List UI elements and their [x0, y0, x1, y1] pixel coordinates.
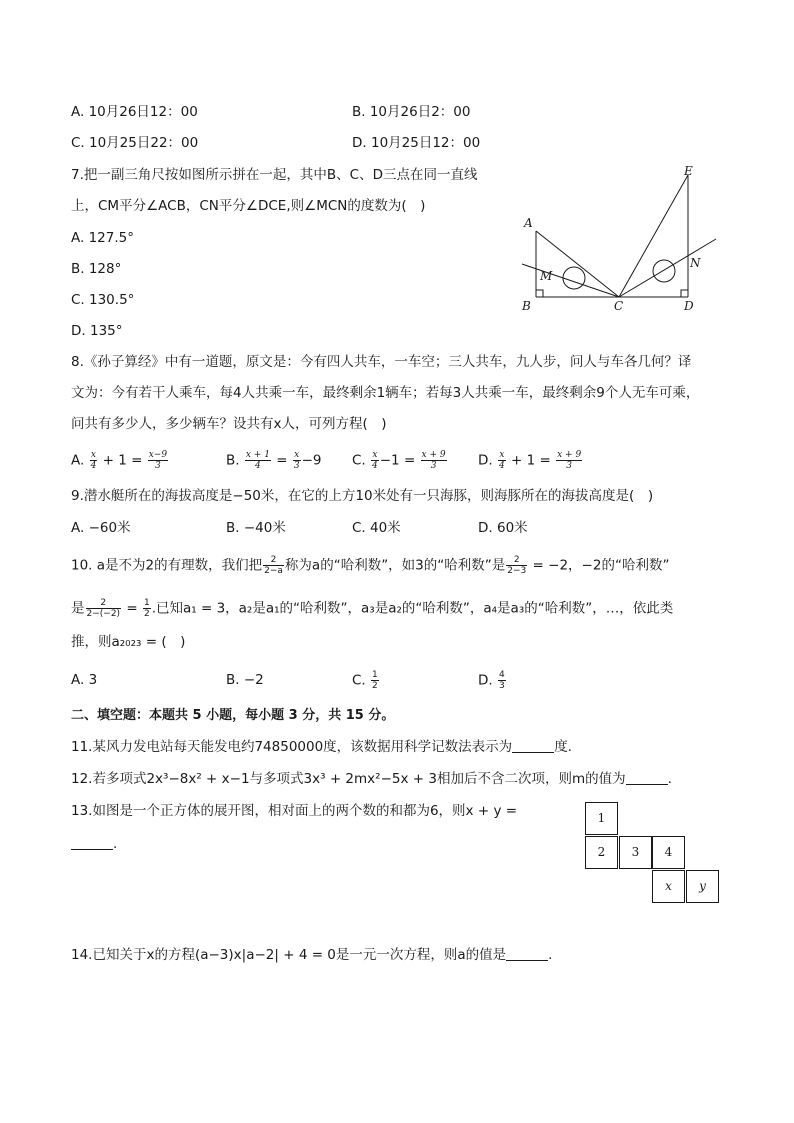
q6-option-b: B. 10月26日2：00: [352, 104, 471, 120]
label-a: A: [524, 216, 533, 230]
q13-stem-line1: 13.如图是一个正方体的展开图，相对面上的两个数的和都为6，则x + y =: [71, 803, 518, 819]
circle-right: [653, 260, 675, 282]
q10-option-b: B. −2: [226, 672, 264, 688]
q10-stem-line2: 是 $\frac{2}{2-(-2)}$ = $\frac{1}{2}$ .已知a₁ = 3，a₂是a₁的“哈利数”，a₃是a₂的“哈利数”，a₄是a₃的“哈利数”，…，依此类: [71, 598, 674, 619]
label-d: D: [684, 299, 694, 313]
q13-cube-net: [585, 802, 720, 904]
q6-option-a: A. 10月26日12：00: [71, 104, 198, 120]
circle-left: [563, 267, 585, 289]
line-ec: [619, 175, 688, 297]
q8-option-d: D. $\frac{x}{4}$ + 1 = $\frac{x + 9}{3}$: [478, 450, 582, 471]
label-b: B: [522, 299, 531, 313]
ray-cm: [522, 264, 619, 297]
q10-option-c: C. $\frac{1}{2}$: [352, 670, 378, 691]
q7-stem-line2: 上，CM平分∠ACB，CN平分∠DCE,则∠MCN的度数为( ): [71, 198, 426, 214]
q7-stem-line1: 7.把一副三角尺按如图所示拼在一起，其中B、C、D三点在同一直线: [71, 167, 478, 183]
q14-stem: 14.已知关于x的方程(a−3)x|a−2| + 4 = 0是一元一次方程，则a的值是 .: [71, 947, 553, 963]
q10-option-d: D. $\frac{4}{3}$: [478, 670, 505, 691]
q7-option-d: D. 135°: [71, 323, 123, 339]
net-cell-x: x: [652, 870, 685, 903]
q10-option-a: A. 3: [71, 672, 98, 688]
q9-stem: 9.潜水艇所在的海拔高度是−50米，在它的上方10米处有一只海豚，则海豚所在的海拔高度是( ): [71, 488, 654, 504]
label-c: C: [614, 299, 624, 313]
label-m: M: [540, 269, 553, 283]
line-ac: [536, 231, 619, 297]
q8-option-c: C. $\frac{x}{4}$ −1 = $\frac{x + 9}{3}$: [352, 450, 446, 471]
ray-cn: [619, 239, 716, 297]
q13-stem-line2: .: [71, 834, 117, 854]
label-n: N: [690, 256, 701, 270]
q8-option-b: B. $\frac{x + 1}{4}$ = $\frac{x}{3}$ −9: [226, 450, 322, 471]
q7-option-b: B. 128°: [71, 261, 122, 277]
q7-option-c: C. 130.5°: [71, 292, 135, 308]
label-e: E: [684, 164, 693, 178]
net-cell-1: 1: [585, 802, 618, 835]
q9-option-d: D. 60米: [478, 520, 528, 536]
q8-stem-line2: 文为：今有若干人乘车，每4人共乘一车，最终剩余1辆车；若每3人共乘一车，最终剩余9个人无车可乘，: [71, 385, 700, 401]
net-cell-2: 2: [585, 836, 618, 869]
q7-triangle-figure: [518, 163, 718, 313]
q13-answer-blank: [71, 835, 113, 850]
net-cell-4: 4: [652, 836, 685, 869]
right-angle-d: [681, 290, 688, 297]
q6-option-c: C. 10月25日22：00: [71, 135, 199, 151]
section-fill-in-blank-title: 二、填空题：本题共 5 小题，每小题 3 分，共 15 分。: [71, 708, 395, 723]
q9-option-c: C. 40米: [352, 520, 401, 536]
net-cell-3: 3: [619, 836, 652, 869]
q10-stem-line1: 10. a是不为2的有理数，我们把 $\frac{2}{2-a}$ 称为a的“哈利数”，如3的“哈利数”是 $\frac{2}{2-3}$ = −2，−2的“哈利数”: [71, 555, 670, 576]
q8-option-a: A. $\frac{x}{4}$ + 1 = $\frac{x-9}{3}$: [71, 450, 168, 471]
q10-stem-line3: 推，则a₂₀₂₃ = ( ): [71, 634, 186, 650]
q7-option-a: A. 127.5°: [71, 230, 134, 246]
q9-option-b: B. −40米: [226, 520, 286, 536]
net-cell-y: y: [686, 870, 719, 903]
q6-option-d: D. 10月25日12：00: [352, 135, 481, 151]
q14-answer-blank: [506, 946, 548, 961]
q8-stem-line3: 问共有多少人，多少辆车？设共有x人，可列方程( ): [71, 416, 387, 432]
q9-option-a: A. −60米: [71, 520, 131, 536]
q11-answer-blank: [512, 738, 554, 753]
q12-stem: 12.若多项式2x³−8x² + x−1与多项式3x³ + 2mx²−5x + 3相加后不含二次项，则m的值为 .: [71, 771, 672, 787]
right-angle-b: [536, 290, 543, 297]
q8-stem-line1: 8.《孙子算经》中有一道题，原文是：今有四人共车，一车空；三人共车，九人步，问人与车各几何？译: [71, 354, 692, 370]
q12-answer-blank: [626, 770, 668, 785]
q11-stem: 11.某风力发电站每天能发电约74850000度，该数据用科学记数法表示为 度.: [71, 739, 572, 755]
